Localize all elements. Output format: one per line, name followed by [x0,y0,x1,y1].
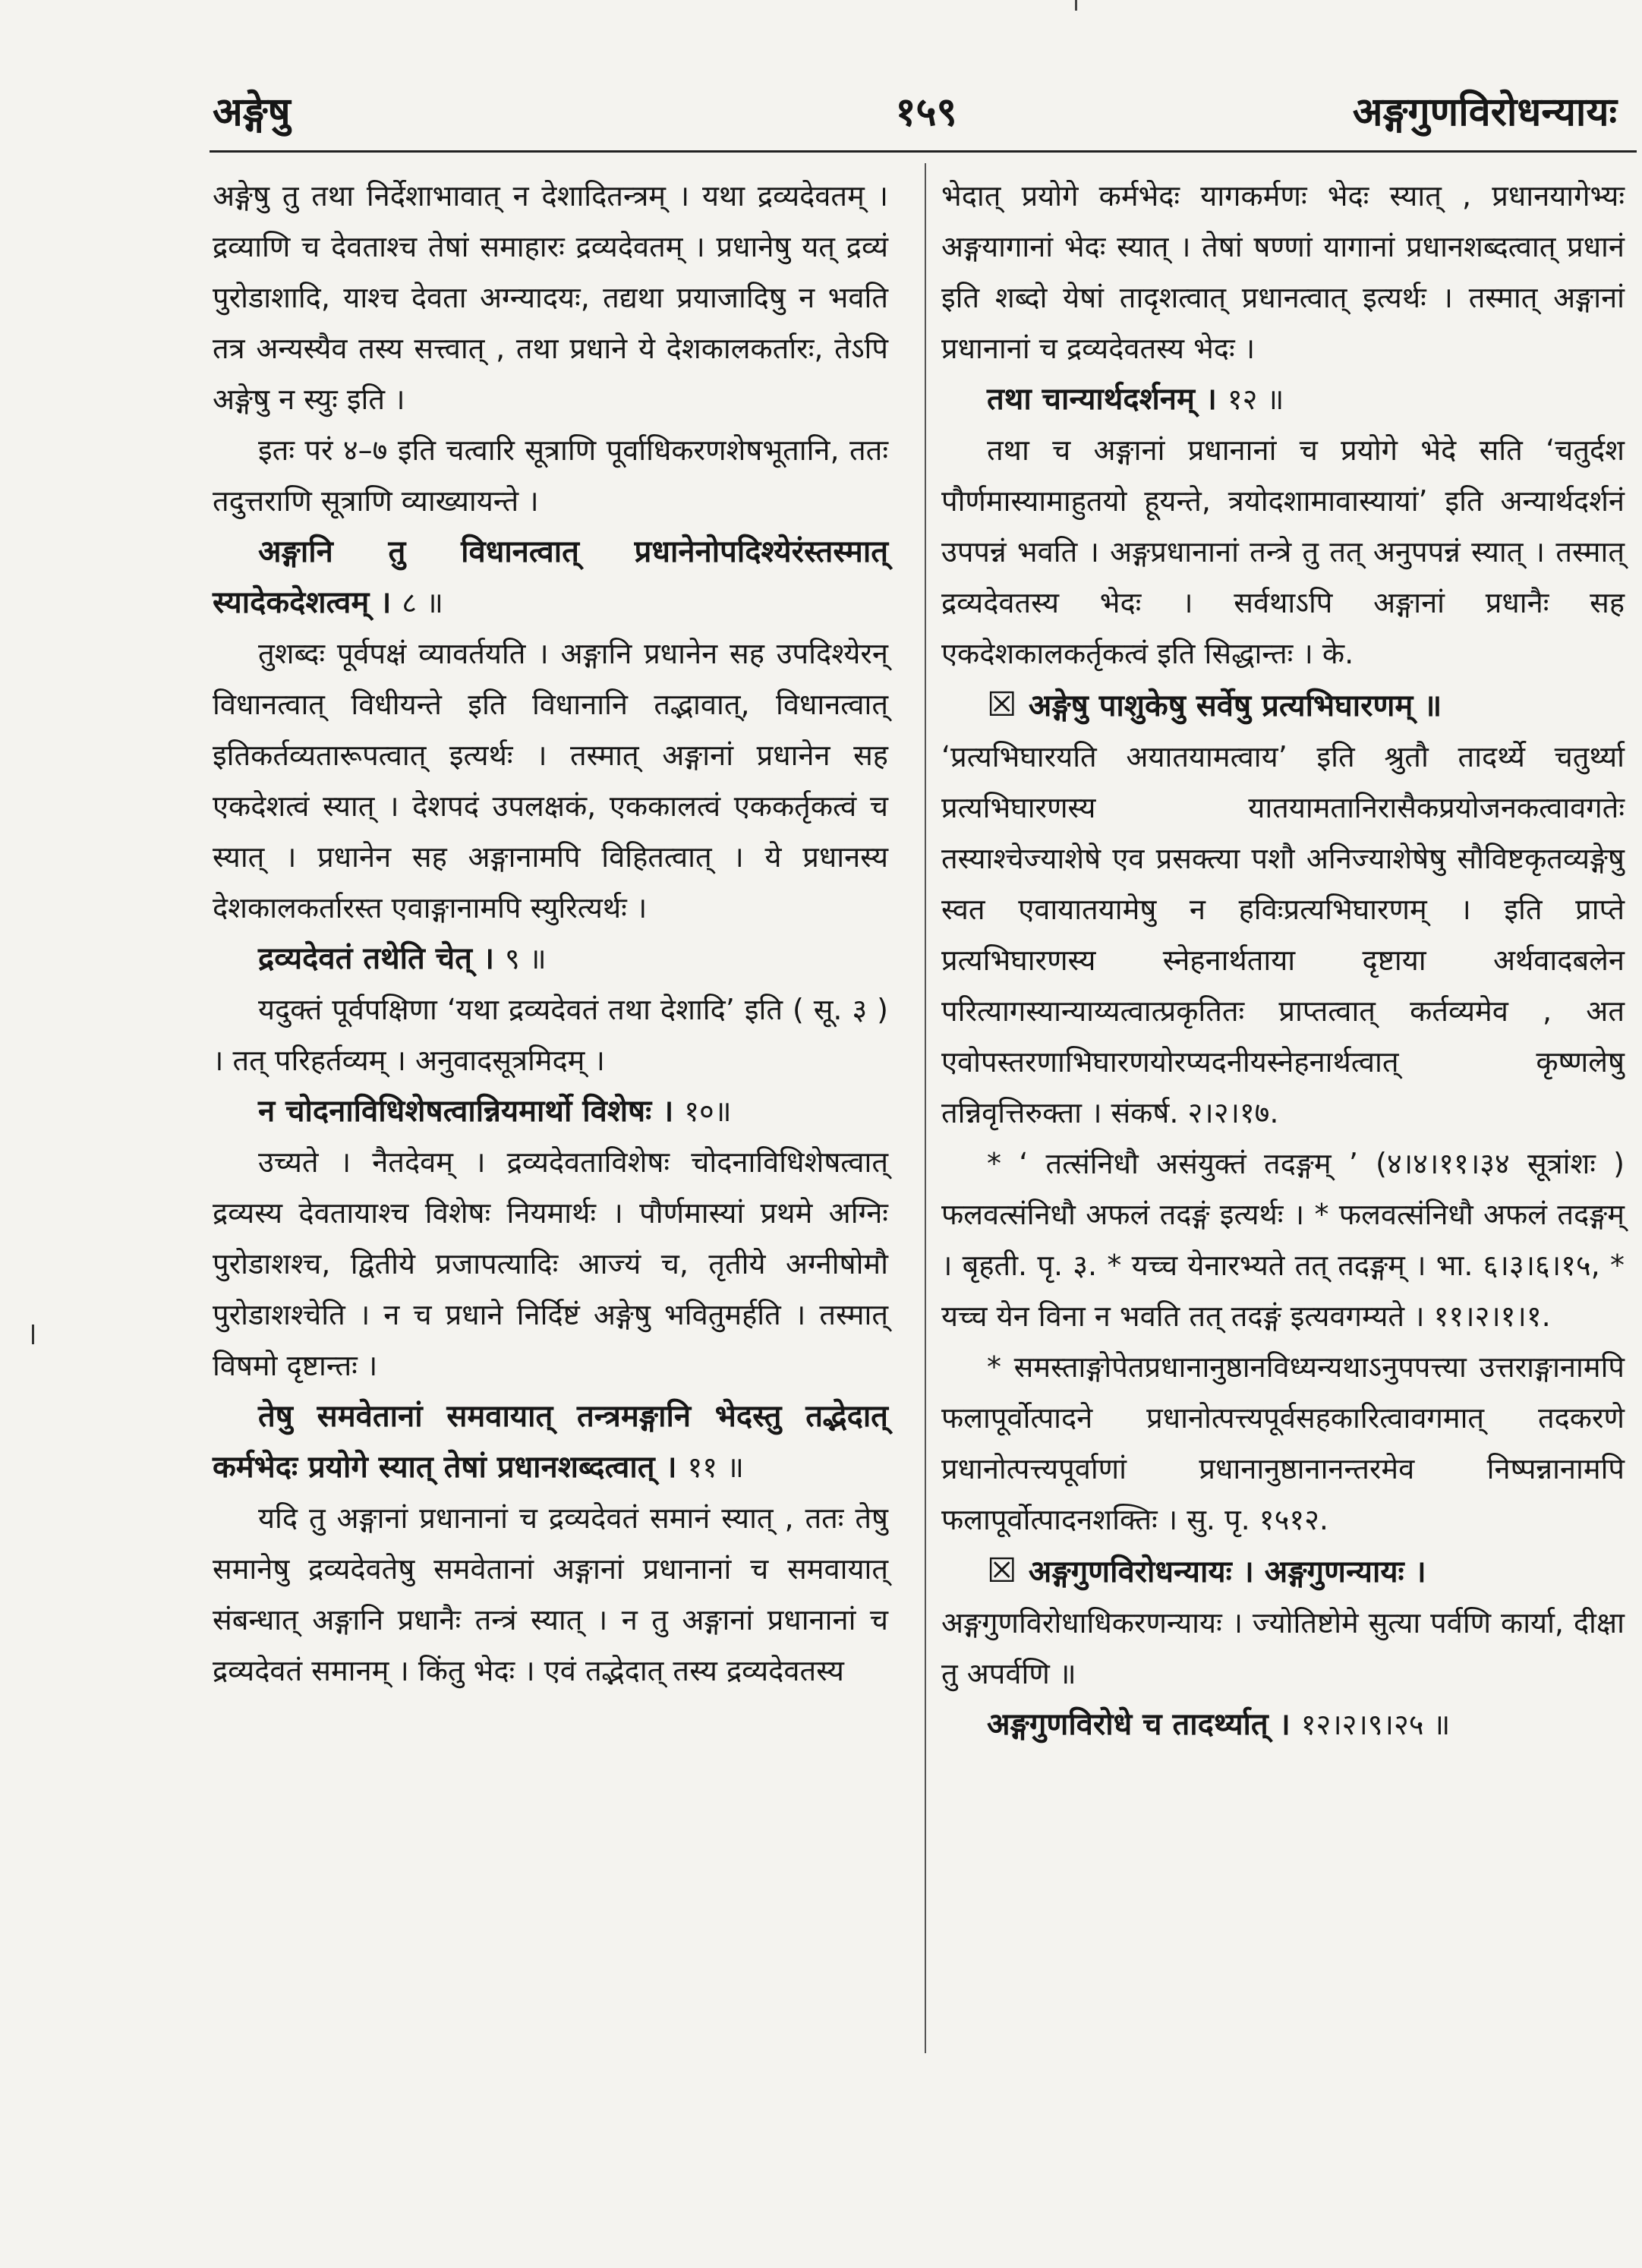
paragraph: ‘प्रत्यभिघारयति अयातयामत्वाय’ इति श्रुतौ तादर्थ्ये चतुर्थ्या प्रत्यभिघारणस्य यातयामतानिरासैकप्रयोजनकत्वावगतेः तस्याश्चेज्याशेषे एव प्रसक्त्या पशौ अनिज्याशेषेषु सौविष्टकृतव्यङ्गेषु स्वत एवायातयामेषु न हविःप्रत्यभिघारणम् । इति प्राप्ते प्रत्यभिघारणस्य स्नेहनार्थताया दृष्टाया अर्थवादबलेन परित्यागस्यान्याय्यत्वात्प्रकृतितः प्राप्तत्वात् कर्तव्यमेव , अत एवोपस्तरणाभिघारणयोरप्यदनीयस्नेहनार्थत्वात् कृष्णलेषु तन्निवृत्तिरुक्ता । संकर्ष. २।२।१७. [941,740,1625,1129]
running-head-right: अङ्गगुणविरोधन्यायः [1352,90,1617,135]
paragraph: उच्यते । नैतदेवम् । द्रव्यदेवताविशेषः चोदनाविधिशेषत्वात् द्रव्यस्य देवतायाश्च विशेषः नियमार्थः । पौर्णमास्यां प्रथमे अग्निः पुरोडाशश्च, द्वितीये प्रजापत्यादिः आज्यं च, तृतीये अग्नीषोमौ पुरोडाशश्चेति । न च प्रधाने निर्दिष्टं अङ्गेषु भवितुमर्हति । तस्मात् विषमो दृष्टान्तः । [213,1145,888,1382]
header-rule [210,150,1637,153]
margin-mark [32,1325,34,1344]
section-mark-icon: ☒ [987,1551,1029,1590]
paragraph: यदि तु अङ्गानां प्रधानानां च द्रव्यदेवतं समानं स्यात् , ततः तेषु समानेषु द्रव्यदेवतेषु समवेतानां अङ्गानां प्रधानानां च समवायात् संबन्धात् अङ्गानि प्रधानैः तन्त्रं स्यात् । न तु अङ्गानां प्रधानानां च द्रव्यदेवतं समानम् । किंतु भेदः । एवं तद्भेदात् तस्य द्रव्यदेवतस्य [213,1501,888,1687]
section-mark-icon: ☒ [987,685,1029,724]
sutra-number: ९ ॥ [504,942,547,975]
paragraph: तथा च अङ्गानां प्रधानानां च प्रयोगे भेदे सति ‘चतुर्दश पौर्णमास्यामाहुतयो हूयन्ते, त्रयोदशामावास्यायां’ इति अन्यार्थदर्शनं उपपन्नं भवति । अङ्गप्रधानानां तन्त्रे तु तत् अनुपपन्नं स्यात् । तस्मात् द्रव्यदेवतस्य भेदः । सर्वथाऽपि अङ्गानां प्रधानैः सह एकदेशकालकर्तृकत्वं इति सिद्धान्तः । के. [941,433,1625,670]
sutra-number: १२।२।९।२५ ॥ [1300,1708,1451,1741]
paragraph: भेदात् प्रयोगे कर्मभेदः यागकर्मणः भेदः स्यात् , प्रधानयागेभ्यः अङ्गयागानां भेदः स्यात् । तेषां षण्णां यागानां प्रधानशब्दत्वात् प्रधानं इति शब्दो येषां तादृशत्वात् प्रधानत्वात् इत्यर्थः । तस्मात् अङ्गानां प्रधानानां च द्रव्यदेवतस्य भेदः । [941,179,1625,365]
running-head-left: अङ्गेषु [213,90,291,135]
sutra-text: न चोदनाविधिशेषत्वान्नियमार्थो विशेषः । [258,1094,685,1129]
sutra-number: १२ ॥ [1227,383,1284,416]
sutra [941,1699,1625,1750]
sutra-text: अङ्गानि तु विधानत्वात् प्रधानेनोपदिश्येरंस्तस्मात् स्यादेकदेशत्वम् । [213,534,888,620]
sutra-text: अङ्गगुणविरोधे च तादर्थ्यात् । [987,1707,1301,1742]
paragraph: इतः परं ४–७ इति चत्वारि सूत्राणि पूर्वाधिकरणशेषभूतानि, ततः तदुत्तराणि सूत्राणि व्याख्यायन्ते । [213,433,888,518]
sutra-number: ११ ॥ [687,1451,744,1484]
paragraph: अङ्गेषु तु तथा निर्देशाभावात् न देशादितन्त्रम् । यथा द्रव्यदेवतम् । द्रव्याणि च देवताश्च तेषां समाहारः द्रव्यदेवतम् । प्रधानेषु यत् द्रव्यं पुरोडाशादि, याश्च देवता अग्न्यादयः, तद्यथा प्रयाजादिषु न भवति तत्र अन्यस्यैव तस्य सत्त्वात् , तथा प्रधाने ये देशकालकर्तारः, तेऽपि अङ्गेषु न स्युः इति । [213,179,888,416]
paragraph: अङ्गगुणविरोधाधिकरणन्यायः । ज्योतिष्टोमे सुत्या पर्वणि कार्या, दीक्षा तु अपर्वणि ॥ [941,1606,1625,1690]
page-header [213,76,1640,144]
heading-text: अङ्गेषु पाशुकेषु सर्वेषु प्रत्यभिघारणम् ॥ [1028,688,1442,723]
column-divider [925,163,926,2053]
sutra-number: ८ ॥ [402,586,443,619]
sutra-text: द्रव्यदेवतं तथेति चेत् । [258,941,505,976]
sutra-number: १०॥ [684,1095,732,1128]
sutra [213,1391,888,1493]
sutra [941,374,1625,425]
scan-mark [1075,0,1077,11]
sutra-text: तेषु समवेतानां समवायात् तन्त्रमङ्गानि भेदस्तु तद्भेदात् कर्मभेदः प्रयोगे स्यात् तेषां प्रधानशब्दत्वात् । [213,1399,888,1485]
right-column [941,171,1625,1750]
page-number: १५९ [895,90,957,135]
paragraph: * समस्ताङ्गोपेतप्रधानानुष्ठानविध्यन्यथाऽनुपपत्त्या उत्तराङ्गानामपि फलापूर्वोत्पादने प्रधानोत्पत्त्यपूर्वसहकारित्वावगमात् तदकरणे प्रधानोत्पत्त्यपूर्वाणां प्रधानानुष्ठानानन्तरमेव निष्पन्नानामपि फलापूर्वोत्पादनशक्तिः । सु. पृ. १५१२. [941,1350,1625,1536]
paragraph: तुशब्दः पूर्वपक्षं व्यावर्तयति । अङ्गानि प्रधानेन सह उपदिश्येरन् विधानत्वात् विधीयन्ते इति विधानानि तद्भावात्, विधानत्वात् इतिकर्तव्यतारूपत्वात् इत्यर्थः । तस्मात् अङ्गानां प्रधानेन सह एकदेशत्वं स्यात् । देशपदं उपलक्षकं, एककालत्वं एककर्तृकत्वं च स्यात् । प्रधानेन सह अङ्गानामपि विहितत्वात् । ये प्रधानस्य देशकालकर्तारस्त एवाङ्गानामपि स्युरित्यर्थः । [213,637,888,925]
sutra-text: तथा चान्यार्थदर्शनम् । [987,382,1228,417]
paragraph: यदुक्तं पूर्वपक्षिणा ‘यथा द्रव्यदेवतं तथा देशादि’ इति ( सू. ३ ) । तत् परिहर्तव्यम् । अनुवादसूत्रमिदम् । [213,993,888,1077]
sutra [213,934,888,984]
sutra [213,527,888,628]
nyaya-heading [941,1545,1625,1598]
paragraph: * ‘ तत्संनिधौ असंयुक्तं तदङ्गम् ’ (४।४।११।३४ सूत्रांशः ) फलवत्संनिधौ अफलं तदङ्गं इत्यर्थः । * फलवत्संनिधौ अफलं तदङ्गम् । बृहती. पृ. ३. * यच्च येनारभ्यते तत् तदङ्गम् । भा. ६।३।६।१५, * यच्च येन विना न भवति तत् तदङ्गं इत्यवगम्यते । ११।२।१।१. [941,1147,1625,1333]
nyaya-heading [941,679,1625,732]
sutra [213,1086,888,1137]
left-column [213,171,888,1696]
heading-text: अङ्गगुणविरोधन्यायः । अङ्गगुणन्यायः । [1028,1555,1426,1589]
